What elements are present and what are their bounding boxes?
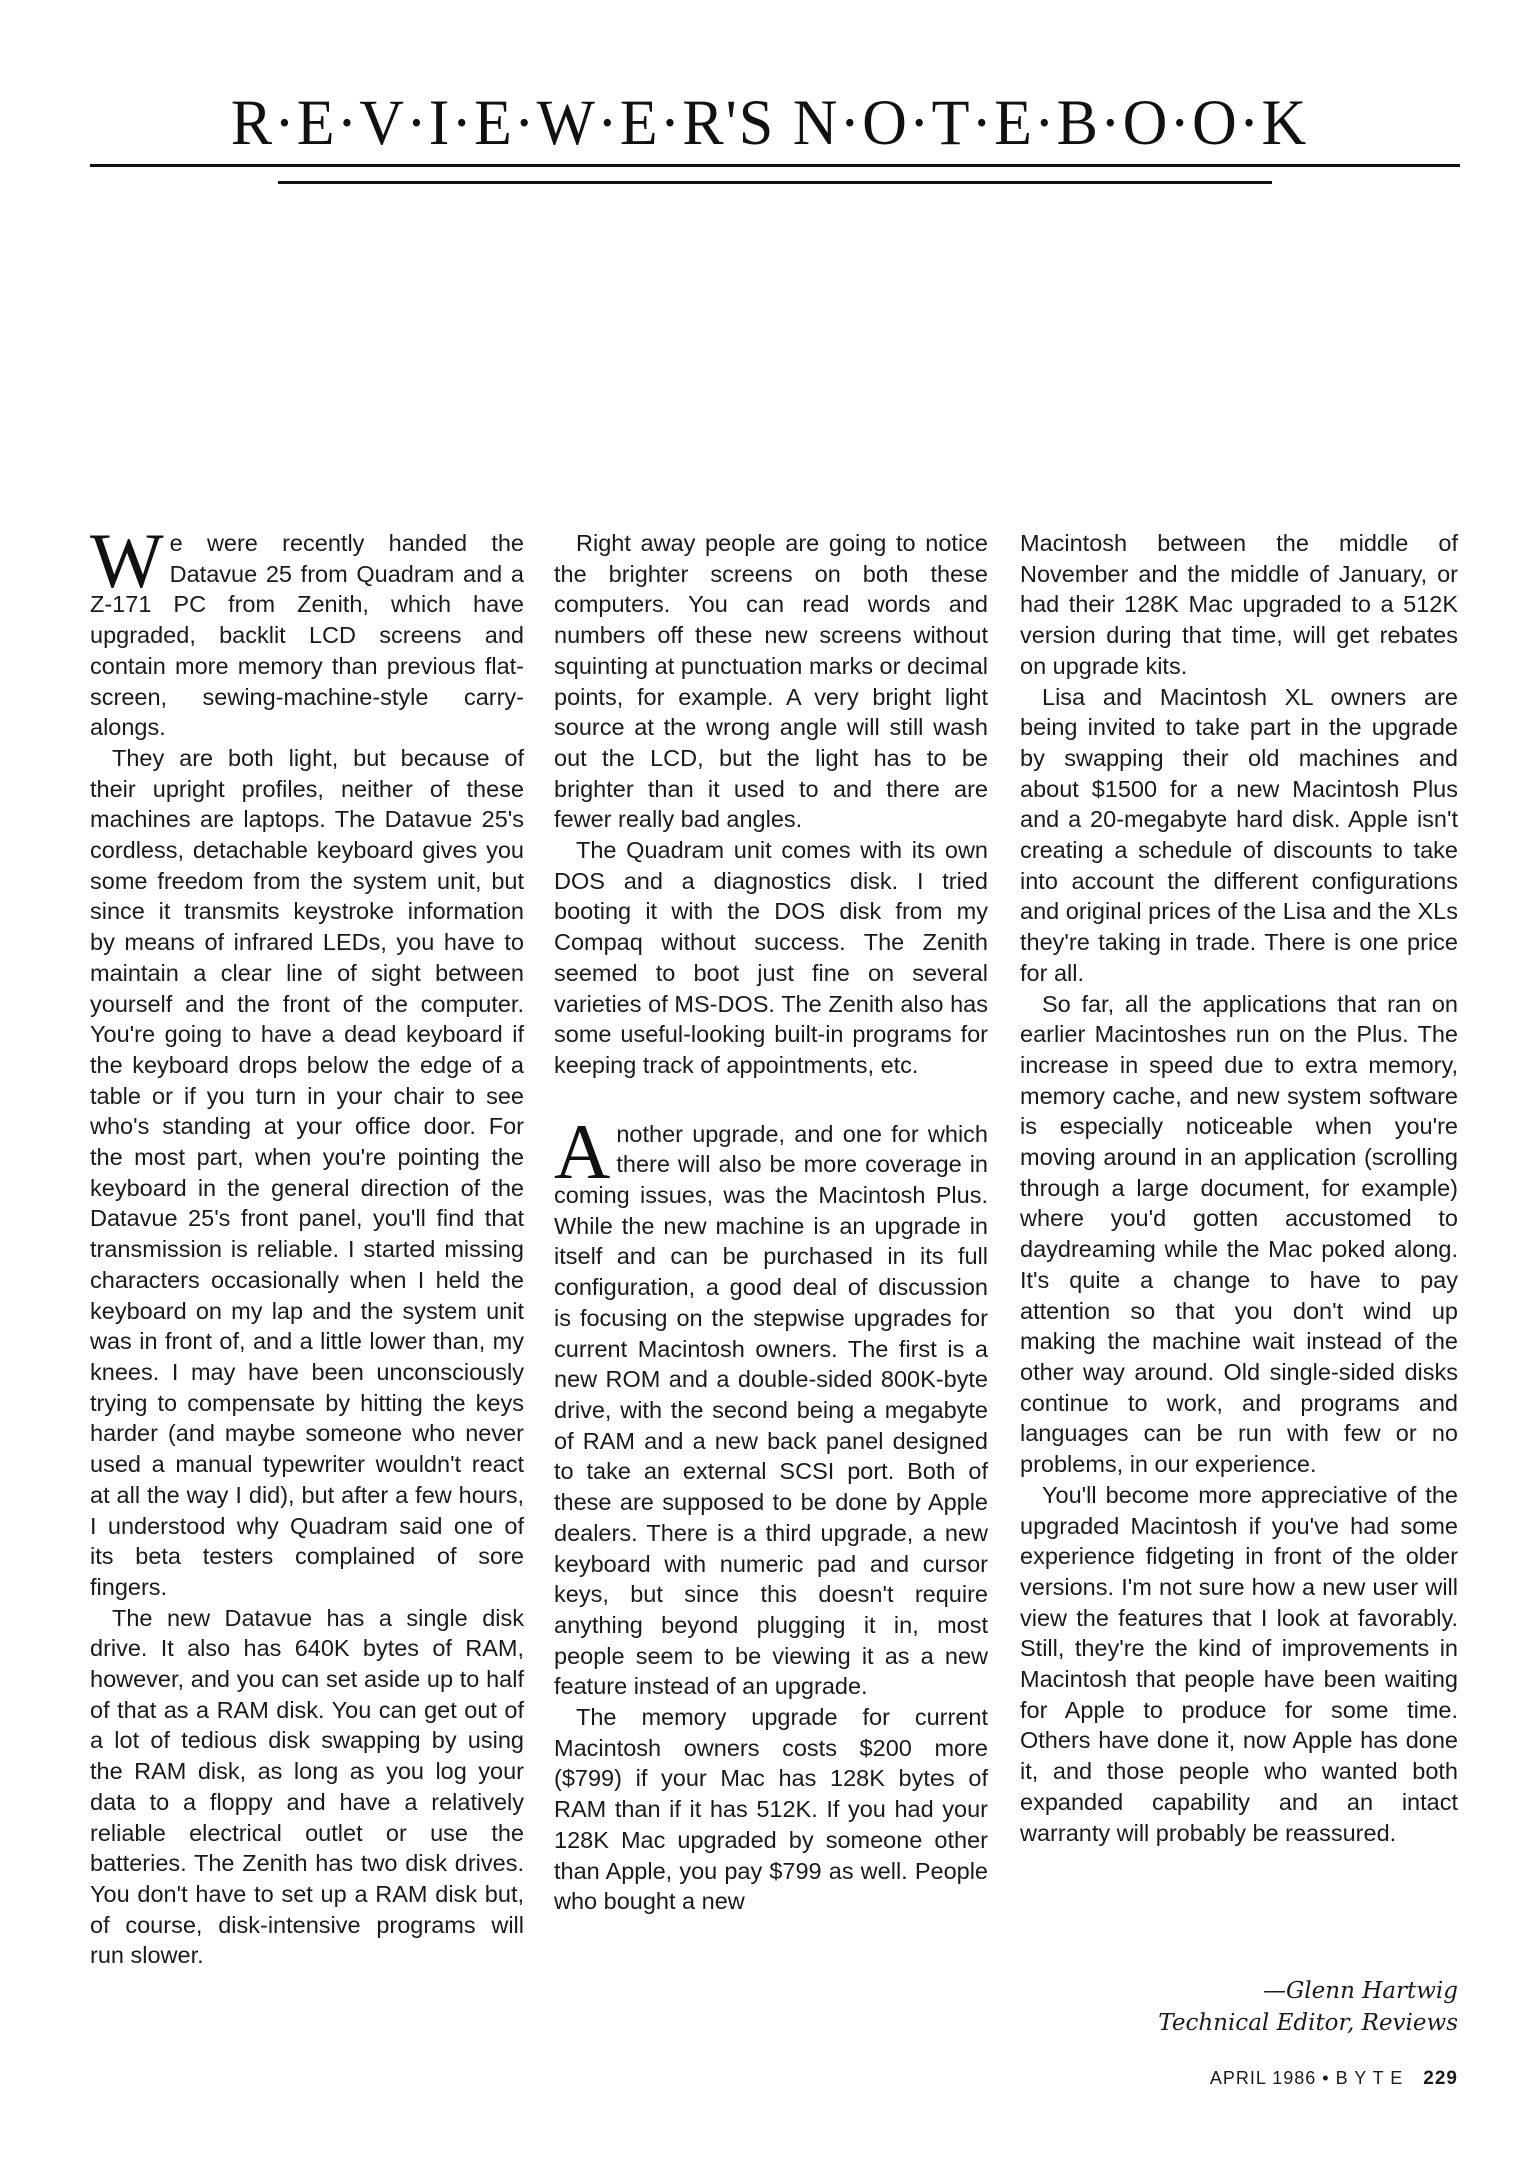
paragraph: You'll become more appreciative of the upgraded Macintosh if you've had some experience fidgeting in front of the older versions. I'm not sure how a new user will view the features that I look at favorably. Still, they're the kind of improvements in Macintosh that people have been waiting for Apple to produce for some time. Others have done it, now Apple has done it, and those people who wanted both expanded capability and an intact warranty will probably be reassured. — [1020, 1481, 1458, 1846]
paragraph: The new Datavue has a single disk drive. It also has 640K bytes of RAM, however, and you can set aside up to half of that as a RAM disk. You can get out of a lot of tedious disk swapping by using the RAM disk, as long as you log your data to a floppy and have a relatively reliable electrical outlet or use the batteries. The Zenith has two disk drives. You don't have to set up a RAM disk but, of course, disk-intensive programs will run slower. — [90, 1604, 524, 1969]
paragraph: So far, all the applications that ran on earlier Macintoshes run on the Plus. The increase in speed due to extra memory, memory cache, and new system software is especially noticeable when you're moving around in an application (scrolling through a large document, for example) where you'd gotten accustomed to daydreaming while the Mac poked along. It's quite a change to have to pay attention so that you don't wind up making the machine wait instead of the other way around. Old single-sided disks continue to work, and programs and languages can be run with few or no problems, in our experience. — [1020, 990, 1458, 1478]
header-rule — [90, 164, 1460, 167]
paragraph: Right away people are going to notice the brighter screens on both these computers. You can read words and numbers off these new screens without squinting at punctuation marks or decimal points, for example. A very bright light source at the wrong angle will still wash out the LCD, but the light has to be brighter than it used to and there are fewer really bad angles. — [554, 530, 988, 833]
column-1 — [90, 517, 524, 1971]
author-signature — [1158, 1975, 1458, 2039]
page-footer — [1210, 2068, 1458, 2090]
column-3 — [1020, 528, 1458, 1848]
paragraph — [90, 517, 524, 743]
paragraph: The memory upgrade for current Macintosh owners costs $200 more ($799) if your Mac has 128K bytes of RAM than if it has 512K. If you had your 128K Mac upgraded by someone other than Apple, you pay $799 as well. People who bought a new — [554, 1704, 988, 1915]
paragraph-text: nother upgrade, and one for which there will also be more coverage in coming issues, was the Macintosh Plus. While the new machine is an upgrade in itself and can be purchased in its full configuration, a good deal of discussion is focusing on the stepwise upgrades for current Macintosh owners. The first is a new ROM and a double-sided 800K-byte drive, with the second being a megabyte of RAM and a new back panel designed to take an external SCSI port. Both of these are supposed to be done by Apple dealers. There is a third upgrade, a new keyboard with numeric pad and cursor keys, but since this doesn't require anything beyond plugging it in, most people seem to be viewing it as a new feature instead of an upgrade. — [554, 1120, 988, 1700]
paragraph-text: e were recently handed the Datavue 25 from Quadram and a Z-171 PC from Zenith, which have upgraded, backlit LCD screens and contain more memory than previous flat-screen, sewing-machine-style carry-alongs. — [90, 530, 524, 741]
page-number: 229 — [1423, 2068, 1458, 2089]
header-rule-short — [278, 181, 1272, 184]
author-role: Technical Editor, Reviews — [1158, 2010, 1458, 2036]
issue-date: APRIL 1986 • B Y T E — [1209, 2068, 1404, 2088]
drop-cap: W — [90, 517, 164, 604]
author-name: —Glenn Hartwig — [1262, 1978, 1458, 2004]
drop-cap: A — [554, 1107, 611, 1195]
paragraph: They are both light, but because of their upright profiles, neither of these machines are laptops. The Datavue 25's cordless, detachable keyboard gives you some freedom from the system unit, but since it transmits keystroke information by means of infrared LEDs, you have to maintain a clear line of sight between yourself and the front of the computer. You're going to have a dead keyboard if the keyboard drops below the edge of a table or if you turn in your chair to see who's standing at your office door. For the most part, when you're pointing the keyboard in the general direction of the Datavue 25's front panel, you'll find that transmission is reliable. I started missing characters occasionally when I held the keyboard on my lap and the system unit was in front of, and a little lower than, my knees. I may have been unconsciously trying to compensate by hitting the keys harder (and maybe someone who never used a manual typewriter wouldn't react at all the way I did), but after a few hours, I understood why Quadram said one of its beta testers complained of sore fingers. — [90, 744, 524, 1600]
paragraph — [554, 1107, 988, 1702]
paragraph: Lisa and Macintosh XL owners are being invited to take part in the upgrade by swapping their old machines and about $1500 for a new Macintosh Plus and a 20-megabyte hard disk. Apple isn't creating a schedule of discounts to take into account the different configurations and original prices of the Lisa and the XLs they're taking in trade. There is one price for all. — [1020, 683, 1458, 986]
paragraph: Macintosh between the middle of November and the middle of January, or had their 128K Mac upgraded to a 512K version during that time, will get rebates on upgrade kits. — [1020, 530, 1458, 679]
column-2 — [554, 528, 988, 1917]
page-title: R·E·V·I·E·W·E·R'S N·O·T·E·B·O·O·K — [230, 87, 1309, 159]
paragraph: The Quadram unit comes with its own DOS and a diagnostics disk. I tried booting it with the DOS disk from my Compaq without success. The Zenith seemed to boot just fine on several varieties of MS-DOS. The Zenith also has some useful-looking built-in programs for keeping track of appointments, etc. — [554, 837, 988, 1078]
